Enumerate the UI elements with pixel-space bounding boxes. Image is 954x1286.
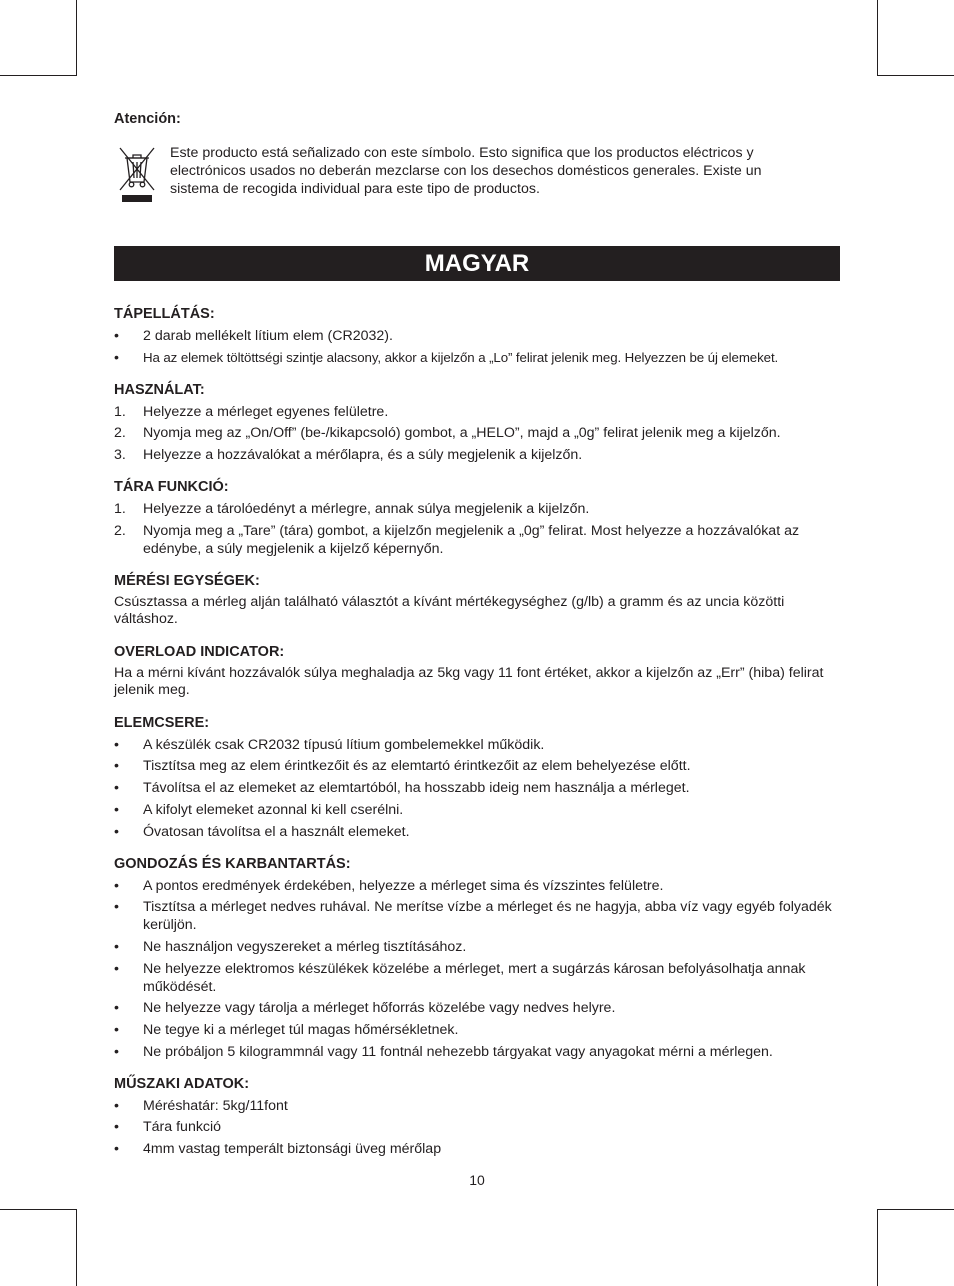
list-item-text: Nyomja meg az „On/Off” (be-/kikapcsoló) gombot, a „HELO”, majd a „0g” felirat jelenik meg a kijelzőn.: [143, 425, 781, 442]
list-item: [114, 801, 840, 819]
attention-title: Atención:: [114, 111, 181, 127]
list-item: [114, 446, 840, 464]
bullet-marker: •: [114, 349, 119, 366]
attention-block: [114, 110, 840, 204]
section-heading: OVERLOAD INDICATOR:: [114, 643, 285, 660]
bullet-marker: •: [114, 1097, 119, 1114]
numbered-list: [114, 500, 840, 558]
section: [114, 855, 840, 1061]
bullet-list: [114, 736, 840, 841]
list-item-text: Tára funkció: [143, 1119, 222, 1136]
list-item-text: Ne helyezze vagy tárolja a mérleget hőforrás közelébe vagy nedves helyre.: [143, 1000, 616, 1017]
page-content: [114, 110, 840, 1162]
list-item-text: Ne használjon vegyszereket a mérleg tisztításához.: [143, 938, 467, 955]
section: [114, 572, 840, 629]
list-item: [114, 349, 840, 367]
crop-mark: [0, 1209, 77, 1210]
section: [114, 643, 840, 700]
list-item: [114, 938, 840, 956]
list-number: 1.: [114, 501, 126, 518]
list-number: 3.: [114, 447, 126, 464]
list-item: [114, 1043, 840, 1061]
bullet-marker: •: [114, 877, 119, 894]
list-item-text: A készülék csak CR2032 típusú lítium gombelemekkel működik.: [143, 736, 545, 753]
list-item-text: Óvatosan távolítsa el a használt elemeket.: [143, 823, 410, 840]
bullet-marker: •: [114, 758, 119, 775]
crop-mark: [877, 1209, 878, 1286]
list-item-text: A kifolyt elemeket azonnal ki kell cserélni.: [143, 801, 404, 818]
section-heading: HASZNÁLAT:: [114, 381, 205, 398]
list-item: [114, 522, 840, 558]
bullet-marker: •: [114, 899, 119, 916]
list-item: [114, 823, 840, 841]
list-item: [114, 757, 840, 775]
list-item-text: Ha az elemek töltöttségi szintje alacsony, akkor a kijelzőn a „Lo” felirat jelenik meg. Helyezzen be új elemeket.: [143, 349, 779, 365]
list-item: [114, 500, 840, 518]
list-item-text: Helyezze a hozzávalókat a mérőlapra, és a súly megjelenik a kijelzőn.: [143, 447, 583, 464]
list-item: [114, 327, 840, 345]
list-item-text: Tisztítsa a mérleget nedves ruhával. Ne merítse vízbe a mérleget és ne hagyja, abba víz vagy egyéb folyadék kerüljön.: [143, 899, 832, 934]
bullet-marker: •: [114, 1141, 119, 1157]
crossed-out-wheelie-bin-icon: [116, 144, 158, 204]
list-item: [114, 1118, 840, 1136]
list-item-text: 4mm vastag temperált biztonsági üveg mérőlap: [143, 1141, 442, 1157]
list-item: [114, 960, 840, 996]
section: [114, 1075, 840, 1158]
bullet-marker: •: [114, 328, 119, 344]
sections-container: [114, 305, 840, 1158]
list-item: [114, 898, 840, 934]
list-item-text: A pontos eredmények érdekében, helyezze a mérleget sima és vízszintes felületre.: [143, 877, 664, 894]
list-item-text: Ne tegye ki a mérleget túl magas hőmérsékletnek.: [143, 1021, 459, 1038]
page-number: 10: [469, 1172, 485, 1188]
list-item-text: Ne próbáljon 5 kilogrammnál vagy 11 fontnál nehezebb tárgyakat vagy anyagokat mérni a mérlegen.: [143, 1043, 773, 1060]
section: [114, 714, 840, 841]
section: [114, 381, 840, 464]
crop-mark: [877, 1209, 954, 1210]
list-item: [114, 999, 840, 1017]
bullet-marker: •: [114, 736, 119, 753]
list-item-text: Ne helyezze elektromos készülékek közelébe a mérleget, mert a sugárzás károsan befolyásolhatja annak működését.: [143, 960, 806, 995]
bullet-marker: •: [114, 938, 119, 955]
section-heading: ELEMCSERE:: [114, 714, 210, 731]
bullet-marker: •: [114, 823, 119, 840]
list-item-text: 2 darab mellékelt lítium elem (CR2032).: [143, 328, 393, 344]
list-item: [114, 1140, 840, 1158]
list-item: [114, 1021, 840, 1039]
list-item-text: Helyezze a mérleget egyenes felületre.: [143, 403, 389, 420]
section-paragraph: Ha a mérni kívánt hozzávalók súlya meghaladja az 5kg vagy 11 font értéket, akkor a kijelzőn az „Err” (hiba) felirat jelenik meg.: [114, 664, 824, 699]
bullet-marker: •: [114, 1000, 119, 1017]
bullet-list: [114, 327, 840, 367]
list-number: 2.: [114, 425, 126, 442]
list-item-text: Távolítsa el az elemeket az elemtartóból, ha hosszabb ideig nem használja a mérleget.: [143, 780, 690, 797]
list-item: [114, 877, 840, 895]
bullet-list: [114, 1097, 840, 1158]
numbered-list: [114, 403, 840, 464]
language-banner: MAGYAR: [114, 246, 840, 281]
crop-mark: [0, 75, 77, 76]
bullet-marker: •: [114, 1021, 119, 1038]
section-heading: TÁRA FUNKCIÓ:: [114, 479, 229, 496]
bullet-marker: •: [114, 960, 119, 977]
section: [114, 305, 840, 367]
list-item: [114, 779, 840, 797]
crop-mark: [76, 0, 77, 76]
attention-row: [114, 144, 840, 204]
section-heading: MÉRÉSI EGYSÉGEK:: [114, 572, 260, 589]
list-number: 2.: [114, 522, 126, 539]
bullet-marker: •: [114, 780, 119, 797]
crop-mark: [877, 75, 954, 76]
section: [114, 478, 840, 558]
section-heading: MŰSZAKI ADATOK:: [114, 1075, 250, 1092]
list-item: [114, 424, 840, 442]
bullet-marker: •: [114, 1043, 119, 1060]
section-heading: TÁPELLÁTÁS:: [114, 306, 215, 322]
list-item-text: Tisztítsa meg az elem érintkezőit és az elemtartó érintkezőit az elem behelyezése előtt.: [143, 758, 691, 775]
list-number: 1.: [114, 403, 126, 420]
bullet-marker: •: [114, 1119, 119, 1136]
list-item-text: Nyomja meg a „Tare” (tára) gombot, a kijelzőn megjelenik a „0g” felirat. Most helyezze a hozzávalókat az edénybe, a súly megjelenik a kijelző képernyőn.: [143, 522, 800, 557]
list-item: [114, 403, 840, 421]
section-heading: GONDOZÁS ÉS KARBANTARTÁS:: [114, 855, 351, 872]
section-paragraph: Csúsztassa a mérleg alján található választót a kívánt mértékegységhez (g/lb) a gramm és az uncia közötti váltáshoz.: [114, 593, 785, 628]
list-item-text: Méréshatár: 5kg/11font: [143, 1097, 288, 1114]
bullet-marker: •: [114, 801, 119, 818]
bullet-list: [114, 877, 840, 1061]
crop-mark: [76, 1209, 77, 1286]
crop-mark: [877, 0, 878, 76]
list-item: [114, 736, 840, 754]
list-item: [114, 1097, 840, 1115]
attention-text: Este producto está señalizado con este símbolo. Esto significa que los productos eléctricos y electrónicos usados no deberán mezclarse con los desechos domésticos generales. Existe un sistema de recogida individual para este tipo de productos.: [170, 145, 762, 197]
list-item-text: Helyezze a tárolóedényt a mérlegre, annak súlya megjelenik a kijelzőn.: [143, 501, 590, 518]
